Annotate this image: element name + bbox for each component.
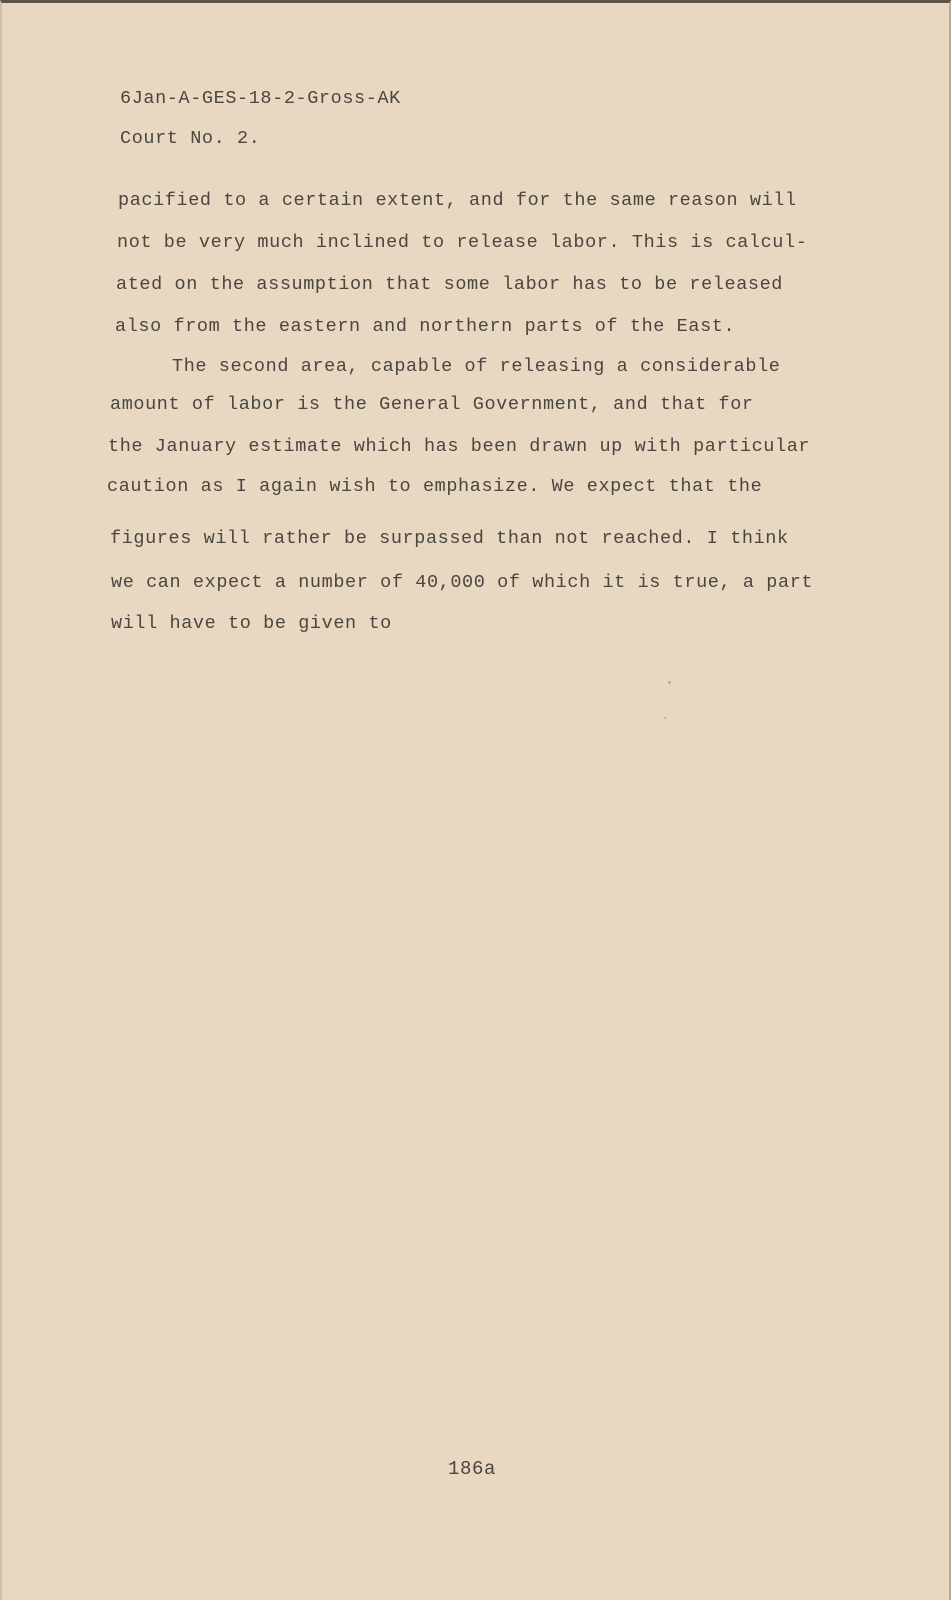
body-line: also from the eastern and northern parts of the East. [115,316,736,337]
body-line: amount of labor is the General Government, and that for [110,394,754,415]
document-reference: 6Jan-A-GES-18-2-Gross-AK [120,88,401,109]
paper-speck [668,681,671,684]
paper-speck [664,717,666,719]
body-line: the January estimate which has been drawn up with particular [108,436,811,457]
court-number: Court No. 2. [120,128,261,149]
body-line: ated on the assumption that some labor has to be released [116,274,784,295]
page-number: 186a [448,1458,497,1480]
body-line: will have to be given to [111,613,392,634]
body-line: figures will rather be surpassed than not reached. I think [110,528,789,549]
body-line: caution as I again wish to emphasize. We expect that the [107,476,763,497]
body-line: not be very much inclined to release labor. This is calcul- [117,232,808,253]
body-line: we can expect a number of 40,000 of which it is true, a part [111,572,814,593]
body-line: The second area, capable of releasing a considerable [172,356,781,377]
body-line: pacified to a certain extent, and for the same reason will [118,190,797,211]
